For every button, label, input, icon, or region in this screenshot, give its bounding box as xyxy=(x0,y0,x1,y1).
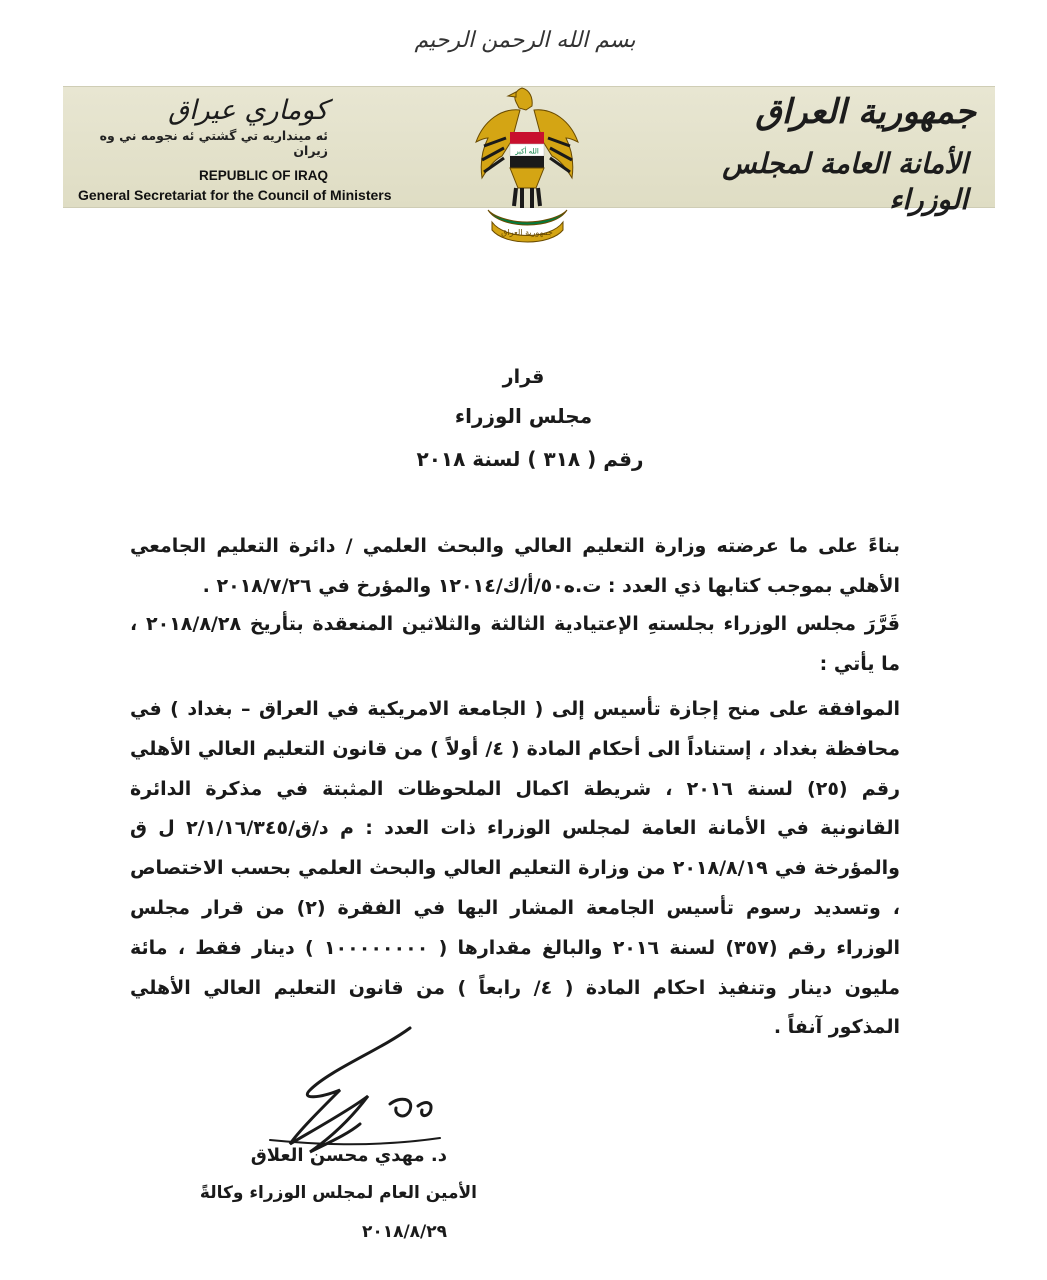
svg-text:الله أكبر: الله أكبر xyxy=(515,147,539,156)
decision-number: رقم ( ٣١٨ ) لسنة ٢٠١٨ xyxy=(416,447,644,471)
secretariat-english: General Secretariat for the Council of Ministers xyxy=(78,187,392,203)
body-paragraph-intro: بناءً على ما عرضته وزارة التعليم العالي والبحث العلمي / دائرة التعليم الجامعي الأهلي بموجب كتابها ذي العدد : ت.ه٥٠/أ/ك/١٢٠١٤ والمؤرخ في ٢٠١٨/٧/٢٦ . xyxy=(130,535,900,597)
republic-english: REPUBLIC OF IRAQ xyxy=(198,168,328,183)
body-paragraph-approval: الموافقة على منح إجازة تأسيس إلى ( الجامعة الامريكية في العراق – بغداد ) في محافظة بغداد ، إستناداً الى أحكام المادة ( ٤/ أولاً ) من قانون التعليم العالي الأهلي رقم (٢٥) لسنة ٢٠١٦ ، شريطة اكمال الملحوظات المثبتة في مذكرة الدائرة القانونية في الأمانة العامة لمجلس الوزراء ذات العدد : م د/ق/٢/١/١٦/٣٤٥ ل ق والمؤرخة في ٢٠١٨/٨/١٩ من وزارة التعليم العالي والبحث العلمي بحسب الاختصاص ، وتسديد رسوم تأسيس الجامعة المشار اليها في الفقرة (٢) من قرار مجلس الوزراء رقم (٣٥٧) لسنة ٢٠١٦ والبالغ مقدارها ( ١٠٠٠٠٠٠٠٠ ) دينار فقط ، مائة مليون دينار وتنفيذ احكام المادة ( ٤/ رابعاً ) من قانون التعليم العالي الأهلي المذكور آنفاً . xyxy=(130,698,901,1039)
secretariat-arabic: الأمانة العامة لمجلس الوزراء xyxy=(722,147,968,216)
body-paragraph-resolution: قَرَّرَ مجلس الوزراء بجلستهِ الإعتيادية الثالثة والثلاثين المنعقدة بتأريخ ٢٠١٨/٨/٢٨ ، ما يأتي : xyxy=(130,613,900,675)
iraq-eagle-emblem-icon xyxy=(470,80,585,250)
basmala-heading: بسم الله الرحمن الرحيم xyxy=(414,28,636,53)
council-heading: مجلس الوزراء xyxy=(454,404,593,428)
signatory-title: الأمين العام لمجلس الوزراء وكالةً xyxy=(199,1183,477,1203)
signature-date: ٢٠١٨/٨/٢٩ xyxy=(361,1222,447,1242)
republic-arabic: جمهورية العراق xyxy=(755,92,976,132)
letterhead-right-block xyxy=(700,92,990,218)
kurdish-subtitle: ئه مينداريه تي گشتي ئه نجومه ني وه زيران xyxy=(99,128,328,158)
letterhead-left-block xyxy=(78,95,392,203)
decision-heading: قرار xyxy=(502,366,545,388)
svg-text:جمهورية العراق: جمهورية العراق xyxy=(501,228,553,237)
kurdish-title: كوماري عيراق xyxy=(168,95,328,126)
signatory-name: د. مهدي محسن العلاق xyxy=(250,1145,447,1166)
